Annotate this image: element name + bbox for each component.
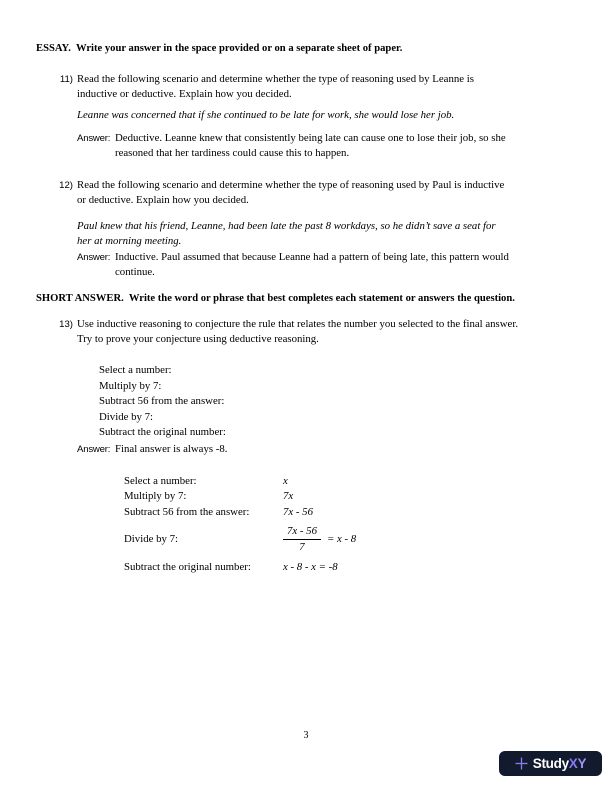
work-row-2-value: 7x xyxy=(283,490,294,503)
question-12-scenario xyxy=(77,219,496,249)
question-11-prompt-line-1: Read the following scenario and determine whether the type of reasoning used by Leanne is xyxy=(77,73,474,85)
essay-section-header: ESSAY. Write your answer in the space provided or on a separate sheet of paper. xyxy=(36,43,403,54)
steps-list xyxy=(99,363,226,441)
step-item-2: Multiply by 7: xyxy=(99,379,162,392)
question-12-prompt xyxy=(77,178,504,208)
question-13-prompt xyxy=(77,317,596,347)
question-12-prompt-line-1: Read the following scenario and determine whether the type of reasoning used by Paul is inductive xyxy=(77,179,505,191)
question-11-answer-text xyxy=(115,131,506,161)
work-row-4-label: Divide by 7: xyxy=(124,533,178,546)
question-12-prompt-line-2: or deductive. Explain how you decided. xyxy=(77,194,249,206)
question-11-prompt-line-2: inductive or deductive. Explain how you decided. xyxy=(77,88,292,100)
step-item-1: Select a number: xyxy=(99,364,172,376)
fraction-stack xyxy=(283,525,321,554)
question-12-number: 12) xyxy=(59,180,73,191)
logo-study-text: Study xyxy=(532,756,569,771)
work-row-3-value: 7x - 56 xyxy=(283,505,313,518)
work-row-1-value: x xyxy=(283,475,288,487)
work-row-5-value: x - 8 - x = -8 xyxy=(283,560,338,573)
logo-xy-text: XY xyxy=(568,756,587,771)
fraction-numerator: 7x - 56 xyxy=(283,525,321,540)
question-13-answer-text: Final answer is always -8. xyxy=(115,443,228,455)
step-item-4: Divide by 7: xyxy=(99,410,153,423)
question-11 xyxy=(51,72,474,102)
question-13-number: 13) xyxy=(59,319,73,330)
question-12-answer-line-1: Inductive. Paul assumed that because Leanne had a pattern of being late, this pattern would xyxy=(115,251,509,263)
work-row-5 xyxy=(124,560,356,575)
question-12-answer-label: Answer: xyxy=(77,252,111,263)
question-13-prompt-line-2: Try to prove your conjecture using deductive reasoning. xyxy=(77,333,319,345)
step-item-3: Subtract 56 from the answer: xyxy=(99,395,225,407)
studyxy-logo[interactable] xyxy=(499,751,602,776)
question-12-scenario-line-2: her at morning meeting. xyxy=(77,235,182,247)
work-row-4 xyxy=(124,522,356,558)
fraction-expression xyxy=(283,525,356,554)
work-table xyxy=(124,474,356,575)
fraction-result: = x - 8 xyxy=(326,533,357,546)
question-12-scenario-line-1: Paul knew that his friend, Leanne, had been late the past 8 workdays, so he didn’t save a seat for xyxy=(77,220,496,232)
page-number: 3 xyxy=(303,730,309,741)
logo-brand-text xyxy=(533,756,586,771)
work-row-2-label: Multiply by 7: xyxy=(124,490,187,503)
question-13 xyxy=(51,317,596,347)
question-11-number: 11) xyxy=(59,74,73,85)
work-row-2 xyxy=(124,489,356,504)
fraction-denominator: 7 xyxy=(299,541,305,554)
question-11-answer-label: Answer: xyxy=(77,133,111,144)
work-row-3 xyxy=(124,505,356,520)
question-11-answer xyxy=(77,131,506,161)
question-11-answer-line-2: reasoned that her tardiness could cause this to happen. xyxy=(115,147,350,159)
question-13-answer xyxy=(77,442,227,457)
question-13-answer-label: Answer: xyxy=(77,444,111,455)
question-11-scenario-line-1: Leanne was concerned that if she continued to be late for work, she would lose her job. xyxy=(77,109,455,121)
question-13-prompt-line-1: Use inductive reasoning to conjecture the rule that relates the number you selected to the final answer. xyxy=(77,318,519,330)
step-item-5: Subtract the original number: xyxy=(99,426,226,438)
question-11-answer-line-1: Deductive. Leanne knew that consistently being late can cause one to lose their job, so she xyxy=(115,132,506,144)
question-12-answer-text xyxy=(115,250,509,280)
work-row-5-label: Subtract the original number: xyxy=(124,560,251,573)
work-row-1-label: Select a number: xyxy=(124,475,197,487)
short-answer-section-header: SHORT ANSWER. Write the word or phrase that best completes each statement or answers the question. xyxy=(36,293,515,304)
question-12 xyxy=(51,178,504,208)
question-11-scenario xyxy=(77,108,454,123)
question-12-answer xyxy=(77,250,509,280)
plus-icon xyxy=(515,757,528,770)
question-12-answer-line-2: continue. xyxy=(115,266,155,278)
question-11-prompt xyxy=(77,72,474,102)
work-row-1 xyxy=(124,474,356,489)
work-row-3-label: Subtract 56 from the answer: xyxy=(124,505,250,518)
